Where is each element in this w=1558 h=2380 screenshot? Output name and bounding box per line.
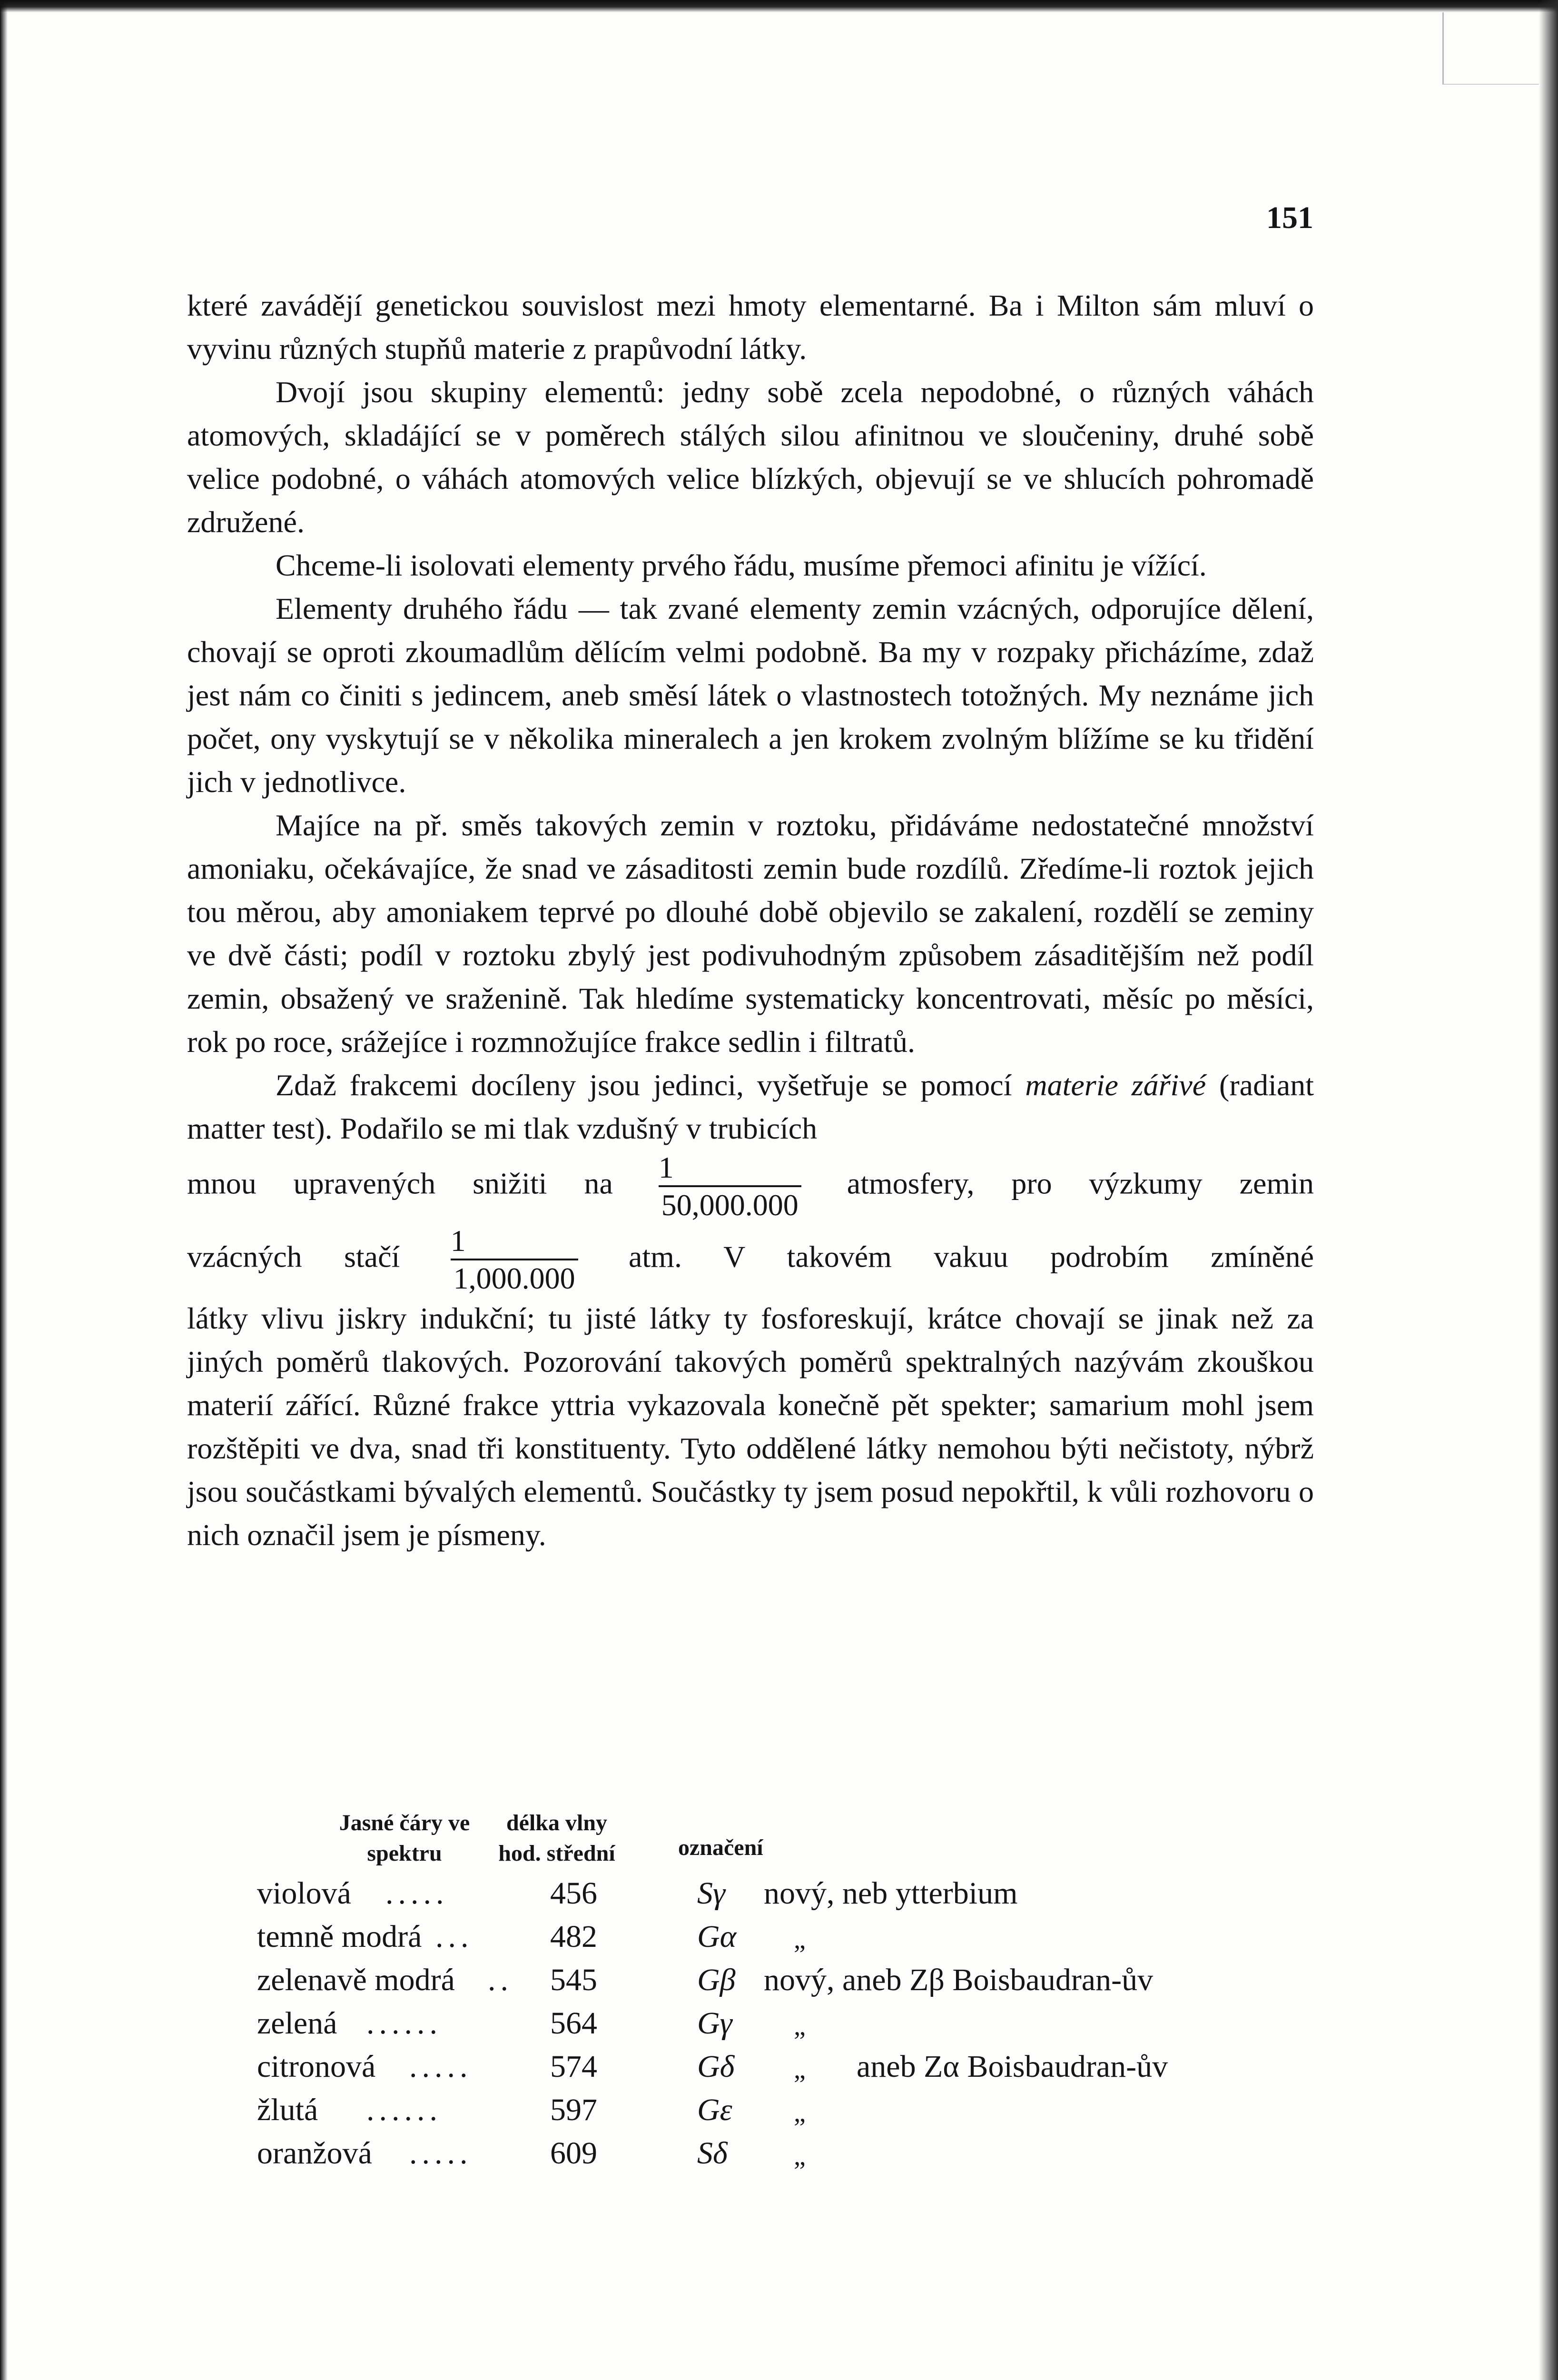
paragraph-6-end: (radiant matter test). Podařilo se mi tlak vzdušný v trubicích — [187, 1068, 1314, 1145]
header-col1-line2: spektru — [367, 1841, 442, 1866]
designation-note-extra: aneb Zα Boisbaudran-ův — [857, 2049, 1168, 2084]
leader-dots: ... — [435, 1919, 473, 1954]
ditto-mark: „ — [794, 1925, 806, 1954]
body-text — [187, 284, 1314, 1557]
wavelength-value: 545 — [550, 1963, 597, 1997]
scan-corner-mark — [1442, 12, 1539, 85]
paragraph-3: Chceme-li isolovati elementy prvého řádu, musíme přemoci afinitu je vížící. — [276, 548, 1207, 582]
header-col2-line2: hod. střední — [498, 1841, 615, 1866]
leader-dots: ..... — [385, 1876, 449, 1911]
wavelength-value: 564 — [550, 2006, 597, 2041]
scan-edge-left — [0, 0, 8, 2380]
formula-2-before: vzácných stačí — [187, 1240, 400, 1274]
table-header — [247, 1804, 1342, 1875]
color-name: citronová — [257, 2049, 376, 2084]
table-row — [247, 2005, 1342, 2049]
leader-dots: .. — [488, 1963, 513, 1997]
designation-symbol: Gδ — [697, 2049, 735, 2084]
table-row — [247, 2092, 1342, 2135]
ditto-mark: „ — [794, 2142, 806, 2171]
paragraph-6-start: Zdaž frakcemi docíleny jsou jedinci, vyšetřuje se pomocí — [276, 1068, 1012, 1102]
paragraph-2: Dvojí jsou skupiny elementů: jedny sobě zcela nepodobné, o různých váhách atomových, skladájící se v poměrech stálých silou afinitnou ve sloučeniny, druhé sobě velice podobné, o váhách atomových velice blízkých, objevují se ve shlucích pohromadě združené. — [187, 375, 1314, 539]
ditto-mark: „ — [794, 2055, 806, 2084]
fraction-1-denominator: 50,000.000 — [659, 1185, 801, 1223]
leader-dots: ...... — [366, 2092, 442, 2127]
designation-symbol: Gε — [697, 2092, 732, 2127]
table-row — [247, 1962, 1342, 2005]
designation-symbol: Sγ — [697, 1876, 726, 1911]
fraction-2-numerator: 1 — [450, 1224, 466, 1258]
table-body — [247, 1875, 1342, 2179]
fraction-1-numerator: 1 — [658, 1150, 674, 1184]
leader-dots: ..... — [409, 2049, 473, 2084]
paragraph-5: Majíce na př. směs takových zemin v roztoku, přidáváme nedostatečné množství amoniaku, očekávajíce, že snad ve zásaditosti zemin bude rozdílů. Zředíme-li roztok jejich tou měrou, aby amoniakem teprvé po dlouhé době objevilo se zakalení, rozdělí se zeminy ve dvě části; podíl v roztoku zbylý jest podivuhodným způsobem zásaditějším než podíl zemin, obsažený ve sraženině. Tak hledíme systematicky koncentrovati, měsíc po měsíci, rok po roce, srážejíce i rozmnožujíce frakce sedlin i filtratů. — [187, 808, 1314, 1059]
paragraph-7: látky vlivu jiskry indukční; tu jisté látky ty fosforeskují, krátce chovají se jinak než za jiných poměrů tlakových. Pozorování takových poměrů spektralných nazývám zkouškou materií zářící. Různé frakce yttria vykazovala konečně pět spekter; samarium mohl jsem rozštěpiti ve dva, snad tři konstituenty. Tyto oddělené látky nemohou býti nečistoty, nýbrž jsou součástkami bývalých elementů. Součástky ty jsem posud nepokřtil, k vůli rozhovoru o nich označil jsem je písmeny. — [187, 1301, 1314, 1552]
designation-symbol: Gα — [697, 1919, 737, 1954]
table-row — [247, 1919, 1342, 1962]
color-name: zelenavě modrá — [257, 1963, 455, 1997]
leader-dots: ..... — [409, 2136, 473, 2171]
formula-1-after: atmosfery, pro výzkumy zemin — [847, 1166, 1314, 1200]
paragraph-6 — [187, 1063, 1314, 1150]
fraction-2-denominator: 1,000.000 — [451, 1259, 578, 1297]
color-name: violová — [257, 1876, 351, 1911]
ditto-mark: „ — [794, 2098, 806, 2128]
table-row — [247, 1875, 1342, 1919]
formula-line-2 — [187, 1223, 1314, 1297]
paragraph-4: Elementy druhého řádu — tak zvané elementy zemin vzácných, odporujíce dělení, chovají se oproti zkoumadlům dělícím velmi podobně. Ba my v rozpaky přicházíme, zdaž jest nám co činiti s jedincem, aneb směsí látek o vlastnostech totožných. My neznáme jich počet, ony vyskytují se v několika mineralech a jen krokem zvolným blížíme se ku třidění jich v jednotlivce. — [187, 592, 1314, 799]
scan-edge-right — [1539, 0, 1558, 2380]
leader-dots: ...... — [366, 2006, 442, 2041]
header-wavelength — [471, 1808, 642, 1869]
designation-note: nový, aneb Zβ Boisbaudran-ův — [764, 1963, 1154, 1997]
ditto-mark: „ — [794, 2012, 806, 2041]
table-row — [247, 2049, 1342, 2092]
wavelength-value: 574 — [550, 2049, 597, 2084]
paragraph-6-emphasis: materie zářivé — [1025, 1068, 1206, 1102]
fraction-2 — [451, 1223, 578, 1297]
wavelength-value: 597 — [550, 2092, 597, 2127]
spectral-lines-table — [247, 1804, 1342, 2179]
formula-1-before: mnou upravených snižiti na — [187, 1166, 613, 1200]
header-designation: označení — [678, 1835, 763, 1860]
header-col1-line1: Jasné čáry ve — [339, 1810, 470, 1835]
color-name: temně modrá — [257, 1919, 422, 1954]
formula-2-after: atm. V takovém vakuu podrobím zmíněné — [628, 1240, 1314, 1274]
color-name: zelená — [257, 2006, 337, 2041]
formula-line-1 — [187, 1150, 1314, 1223]
wavelength-value: 456 — [550, 1876, 597, 1911]
paragraph-1: které zavádějí genetickou souvislost mezi hmoty elementarné. Ba i Milton sám mluví o vyvinu různých stupňů materie z prapůvodní látky. — [187, 288, 1314, 366]
designation-note: nový, neb ytterbium — [764, 1876, 1018, 1911]
color-name: žlutá — [257, 2092, 318, 2127]
designation-symbol: Gβ — [697, 1963, 736, 1997]
wavelength-value: 482 — [550, 1919, 597, 1954]
scan-edge-top — [0, 0, 1558, 12]
color-name: oranžová — [257, 2136, 372, 2171]
designation-symbol: Sδ — [697, 2136, 728, 2171]
table-row — [247, 2135, 1342, 2179]
page-number: 151 — [1266, 200, 1313, 235]
designation-symbol: Gγ — [697, 2006, 732, 2041]
header-col2-line1: délka vlny — [506, 1810, 608, 1835]
wavelength-value: 609 — [550, 2136, 597, 2171]
fraction-1 — [659, 1150, 801, 1223]
